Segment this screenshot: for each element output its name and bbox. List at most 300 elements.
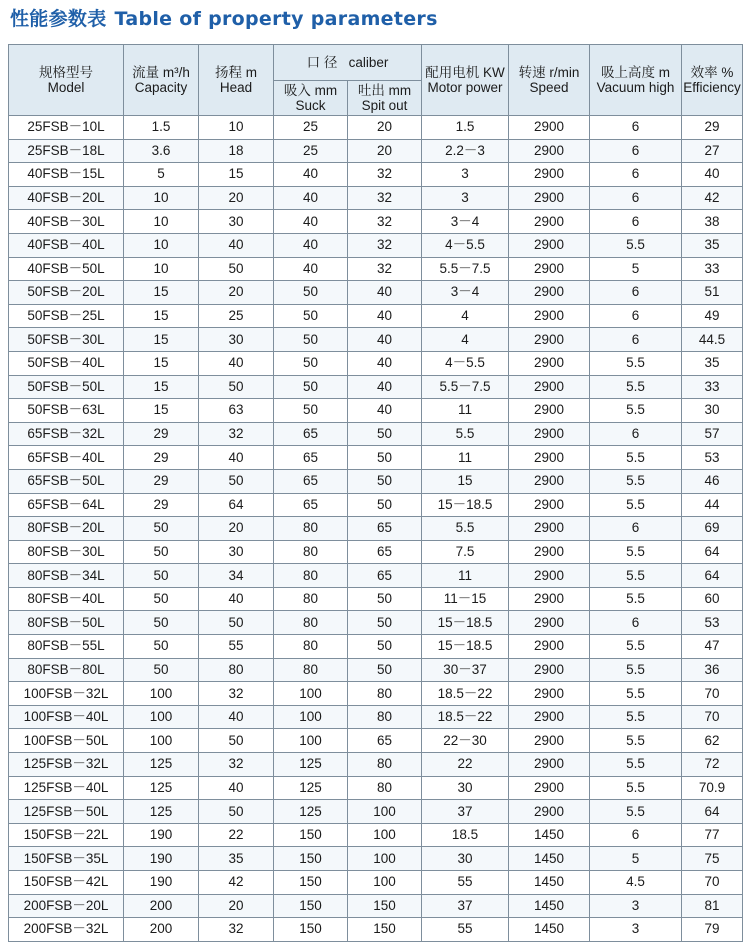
cell-model: 200FSB－32L <box>9 918 124 942</box>
cell-capacity: 50 <box>124 635 199 659</box>
cell-head: 32 <box>199 753 274 777</box>
cell-vacuum: 5.5 <box>590 351 682 375</box>
cell-motor: 1.5 <box>422 116 509 140</box>
cell-motor: 11 <box>422 446 509 470</box>
header-head-en: Head <box>219 80 253 95</box>
cell-model: 150FSB－35L <box>9 847 124 871</box>
cell-spit: 65 <box>348 517 422 541</box>
cell-model: 40FSB－30L <box>9 210 124 234</box>
cell-speed: 2900 <box>509 304 590 328</box>
cell-spit: 50 <box>348 469 422 493</box>
cell-efficiency: 60 <box>682 587 743 611</box>
cell-efficiency: 35 <box>682 351 743 375</box>
cell-motor: 3－4 <box>422 281 509 305</box>
cell-vacuum: 5.5 <box>590 564 682 588</box>
cell-capacity: 15 <box>124 281 199 305</box>
cell-motor: 3 <box>422 186 509 210</box>
cell-head: 25 <box>199 304 274 328</box>
cell-capacity: 125 <box>124 753 199 777</box>
header-vacuum-zh: 吸上高度 m <box>601 65 670 80</box>
cell-speed: 1450 <box>509 823 590 847</box>
cell-capacity: 190 <box>124 823 199 847</box>
table-row <box>9 635 743 659</box>
cell-model: 100FSB－32L <box>9 682 124 706</box>
cell-head: 40 <box>199 233 274 257</box>
header-caliber <box>274 45 422 81</box>
cell-model: 150FSB－42L <box>9 871 124 895</box>
cell-capacity: 29 <box>124 469 199 493</box>
cell-vacuum: 5.5 <box>590 776 682 800</box>
cell-spit: 40 <box>348 399 422 423</box>
cell-vacuum: 5.5 <box>590 705 682 729</box>
cell-motor: 15－18.5 <box>422 611 509 635</box>
cell-motor: 5.5－7.5 <box>422 375 509 399</box>
header-head-zh: 扬程 m <box>215 65 257 80</box>
table-row <box>9 894 743 918</box>
cell-spit: 100 <box>348 871 422 895</box>
table-row <box>9 422 743 446</box>
table-row <box>9 399 743 423</box>
cell-spit: 65 <box>348 564 422 588</box>
cell-head: 50 <box>199 800 274 824</box>
cell-capacity: 50 <box>124 611 199 635</box>
cell-efficiency: 77 <box>682 823 743 847</box>
cell-efficiency: 64 <box>682 800 743 824</box>
cell-motor: 55 <box>422 918 509 942</box>
cell-spit: 32 <box>348 257 422 281</box>
cell-speed: 2900 <box>509 682 590 706</box>
cell-suck: 50 <box>274 351 348 375</box>
cell-efficiency: 27 <box>682 139 743 163</box>
cell-motor: 2.2－3 <box>422 139 509 163</box>
cell-suck: 50 <box>274 281 348 305</box>
cell-head: 55 <box>199 635 274 659</box>
cell-motor: 15－18.5 <box>422 635 509 659</box>
table-row <box>9 281 743 305</box>
cell-speed: 1450 <box>509 871 590 895</box>
cell-motor: 11－15 <box>422 587 509 611</box>
header-capacity-zh: 流量 m³/h <box>132 65 190 80</box>
cell-suck: 150 <box>274 894 348 918</box>
cell-motor: 37 <box>422 894 509 918</box>
cell-speed: 2900 <box>509 705 590 729</box>
cell-speed: 2900 <box>509 635 590 659</box>
header-motor-zh: 配用电机 KW <box>425 65 505 80</box>
cell-head: 40 <box>199 351 274 375</box>
cell-speed: 2900 <box>509 729 590 753</box>
cell-model: 40FSB－20L <box>9 186 124 210</box>
cell-suck: 150 <box>274 847 348 871</box>
table-row <box>9 776 743 800</box>
cell-model: 50FSB－25L <box>9 304 124 328</box>
table-row <box>9 682 743 706</box>
cell-motor: 4－5.5 <box>422 351 509 375</box>
cell-spit: 50 <box>348 493 422 517</box>
cell-efficiency: 47 <box>682 635 743 659</box>
table-row <box>9 800 743 824</box>
cell-efficiency: 79 <box>682 918 743 942</box>
cell-head: 40 <box>199 705 274 729</box>
cell-vacuum: 6 <box>590 210 682 234</box>
cell-speed: 2900 <box>509 351 590 375</box>
cell-capacity: 5 <box>124 163 199 187</box>
cell-motor: 4－5.5 <box>422 233 509 257</box>
cell-efficiency: 70.9 <box>682 776 743 800</box>
header-speed <box>509 45 590 116</box>
cell-suck: 25 <box>274 116 348 140</box>
table-row <box>9 658 743 682</box>
cell-efficiency: 64 <box>682 564 743 588</box>
cell-suck: 80 <box>274 611 348 635</box>
cell-capacity: 50 <box>124 587 199 611</box>
cell-vacuum: 6 <box>590 422 682 446</box>
header-head <box>199 45 274 116</box>
cell-head: 20 <box>199 517 274 541</box>
cell-suck: 80 <box>274 564 348 588</box>
cell-capacity: 15 <box>124 304 199 328</box>
cell-model: 65FSB－32L <box>9 422 124 446</box>
cell-speed: 2900 <box>509 776 590 800</box>
cell-efficiency: 46 <box>682 469 743 493</box>
cell-suck: 80 <box>274 658 348 682</box>
cell-speed: 2900 <box>509 375 590 399</box>
cell-model: 200FSB－20L <box>9 894 124 918</box>
cell-speed: 2900 <box>509 116 590 140</box>
cell-speed: 2900 <box>509 233 590 257</box>
cell-speed: 1450 <box>509 918 590 942</box>
cell-head: 15 <box>199 163 274 187</box>
cell-model: 25FSB－10L <box>9 116 124 140</box>
cell-head: 18 <box>199 139 274 163</box>
cell-head: 20 <box>199 894 274 918</box>
header-spit-zh: 吐出 mm <box>357 83 412 98</box>
header-motor-en: Motor power <box>427 80 503 95</box>
cell-capacity: 29 <box>124 422 199 446</box>
cell-vacuum: 5.5 <box>590 399 682 423</box>
cell-head: 20 <box>199 186 274 210</box>
cell-motor: 30 <box>422 847 509 871</box>
cell-capacity: 200 <box>124 918 199 942</box>
header-suck <box>274 81 348 116</box>
table-row <box>9 304 743 328</box>
cell-speed: 2900 <box>509 399 590 423</box>
cell-capacity: 200 <box>124 894 199 918</box>
cell-suck: 125 <box>274 800 348 824</box>
cell-spit: 150 <box>348 894 422 918</box>
header-speed-zh: 转速 r/min <box>518 65 580 80</box>
cell-model: 65FSB－64L <box>9 493 124 517</box>
cell-capacity: 100 <box>124 705 199 729</box>
header-capacity <box>124 45 199 116</box>
cell-efficiency: 36 <box>682 658 743 682</box>
cell-vacuum: 6 <box>590 517 682 541</box>
cell-spit: 20 <box>348 139 422 163</box>
cell-efficiency: 49 <box>682 304 743 328</box>
cell-capacity: 10 <box>124 210 199 234</box>
cell-head: 50 <box>199 375 274 399</box>
cell-suck: 40 <box>274 257 348 281</box>
cell-model: 150FSB－22L <box>9 823 124 847</box>
cell-spit: 40 <box>348 375 422 399</box>
header-speed-en: Speed <box>529 80 569 95</box>
cell-model: 40FSB－15L <box>9 163 124 187</box>
cell-spit: 80 <box>348 682 422 706</box>
cell-speed: 2900 <box>509 517 590 541</box>
page-title <box>10 4 438 31</box>
cell-suck: 80 <box>274 517 348 541</box>
cell-spit: 40 <box>348 351 422 375</box>
cell-speed: 2900 <box>509 210 590 234</box>
cell-speed: 2900 <box>509 753 590 777</box>
table-row <box>9 871 743 895</box>
cell-spit: 40 <box>348 328 422 352</box>
cell-suck: 80 <box>274 540 348 564</box>
cell-model: 50FSB－40L <box>9 351 124 375</box>
cell-spit: 32 <box>348 163 422 187</box>
cell-spit: 40 <box>348 281 422 305</box>
table-row <box>9 729 743 753</box>
cell-suck: 125 <box>274 753 348 777</box>
cell-efficiency: 51 <box>682 281 743 305</box>
cell-efficiency: 57 <box>682 422 743 446</box>
cell-suck: 100 <box>274 705 348 729</box>
cell-spit: 40 <box>348 304 422 328</box>
header-efficiency-en: Efficiency <box>683 80 741 95</box>
cell-model: 80FSB－40L <box>9 587 124 611</box>
cell-capacity: 15 <box>124 375 199 399</box>
table-row <box>9 540 743 564</box>
cell-capacity: 3.6 <box>124 139 199 163</box>
table-row <box>9 611 743 635</box>
cell-head: 35 <box>199 847 274 871</box>
cell-spit: 80 <box>348 776 422 800</box>
property-parameters-table <box>8 44 743 942</box>
cell-vacuum: 5.5 <box>590 682 682 706</box>
cell-efficiency: 75 <box>682 847 743 871</box>
cell-suck: 80 <box>274 635 348 659</box>
cell-spit: 100 <box>348 823 422 847</box>
cell-vacuum: 6 <box>590 116 682 140</box>
cell-vacuum: 6 <box>590 328 682 352</box>
title-en: Table of property parameters <box>114 8 438 30</box>
table-row <box>9 328 743 352</box>
cell-model: 80FSB－20L <box>9 517 124 541</box>
table-row <box>9 446 743 470</box>
cell-suck: 150 <box>274 823 348 847</box>
cell-model: 65FSB－50L <box>9 469 124 493</box>
table-row <box>9 823 743 847</box>
cell-head: 30 <box>199 210 274 234</box>
cell-speed: 2900 <box>509 800 590 824</box>
header-capacity-en: Capacity <box>134 80 188 95</box>
cell-capacity: 29 <box>124 446 199 470</box>
cell-model: 80FSB－50L <box>9 611 124 635</box>
cell-head: 40 <box>199 776 274 800</box>
table-row <box>9 375 743 399</box>
cell-capacity: 50 <box>124 517 199 541</box>
cell-vacuum: 5.5 <box>590 587 682 611</box>
cell-efficiency: 33 <box>682 257 743 281</box>
cell-efficiency: 29 <box>682 116 743 140</box>
table-row <box>9 705 743 729</box>
cell-suck: 100 <box>274 682 348 706</box>
cell-head: 80 <box>199 658 274 682</box>
cell-model: 65FSB－40L <box>9 446 124 470</box>
table-row <box>9 493 743 517</box>
cell-capacity: 190 <box>124 847 199 871</box>
cell-speed: 2900 <box>509 163 590 187</box>
cell-vacuum: 5 <box>590 257 682 281</box>
cell-suck: 65 <box>274 422 348 446</box>
cell-spit: 50 <box>348 446 422 470</box>
cell-vacuum: 6 <box>590 281 682 305</box>
cell-efficiency: 33 <box>682 375 743 399</box>
cell-vacuum: 6 <box>590 304 682 328</box>
cell-suck: 65 <box>274 446 348 470</box>
cell-vacuum: 5.5 <box>590 446 682 470</box>
cell-head: 50 <box>199 611 274 635</box>
cell-head: 64 <box>199 493 274 517</box>
table-row <box>9 587 743 611</box>
cell-speed: 2900 <box>509 493 590 517</box>
cell-vacuum: 5.5 <box>590 469 682 493</box>
cell-head: 63 <box>199 399 274 423</box>
cell-efficiency: 44.5 <box>682 328 743 352</box>
table-row <box>9 351 743 375</box>
cell-motor: 11 <box>422 399 509 423</box>
header-motor <box>422 45 509 116</box>
table-row <box>9 517 743 541</box>
cell-vacuum: 6 <box>590 611 682 635</box>
cell-vacuum: 5.5 <box>590 658 682 682</box>
cell-motor: 15 <box>422 469 509 493</box>
cell-speed: 1450 <box>509 894 590 918</box>
cell-spit: 32 <box>348 186 422 210</box>
cell-suck: 50 <box>274 328 348 352</box>
cell-efficiency: 64 <box>682 540 743 564</box>
cell-model: 125FSB－32L <box>9 753 124 777</box>
cell-model: 50FSB－30L <box>9 328 124 352</box>
cell-capacity: 125 <box>124 800 199 824</box>
table-row <box>9 163 743 187</box>
cell-model: 40FSB－40L <box>9 233 124 257</box>
cell-vacuum: 5.5 <box>590 493 682 517</box>
cell-suck: 40 <box>274 186 348 210</box>
cell-motor: 30－37 <box>422 658 509 682</box>
table-row <box>9 139 743 163</box>
cell-vacuum: 3 <box>590 918 682 942</box>
cell-speed: 2900 <box>509 257 590 281</box>
cell-spit: 80 <box>348 705 422 729</box>
cell-efficiency: 69 <box>682 517 743 541</box>
cell-vacuum: 6 <box>590 186 682 210</box>
cell-head: 42 <box>199 871 274 895</box>
cell-suck: 150 <box>274 871 348 895</box>
cell-head: 30 <box>199 328 274 352</box>
cell-model: 50FSB－63L <box>9 399 124 423</box>
cell-capacity: 50 <box>124 564 199 588</box>
table-row <box>9 210 743 234</box>
cell-model: 125FSB－50L <box>9 800 124 824</box>
cell-suck: 80 <box>274 587 348 611</box>
cell-motor: 37 <box>422 800 509 824</box>
cell-vacuum: 4.5 <box>590 871 682 895</box>
cell-model: 100FSB－40L <box>9 705 124 729</box>
header-suck-en: Suck <box>295 98 326 113</box>
cell-vacuum: 3 <box>590 894 682 918</box>
cell-model: 80FSB－34L <box>9 564 124 588</box>
cell-capacity: 10 <box>124 233 199 257</box>
cell-model: 80FSB－80L <box>9 658 124 682</box>
cell-model: 25FSB－18L <box>9 139 124 163</box>
cell-spit: 100 <box>348 847 422 871</box>
cell-capacity: 15 <box>124 351 199 375</box>
cell-vacuum: 5.5 <box>590 540 682 564</box>
cell-suck: 125 <box>274 776 348 800</box>
cell-vacuum: 5.5 <box>590 375 682 399</box>
cell-capacity: 50 <box>124 658 199 682</box>
cell-capacity: 100 <box>124 729 199 753</box>
header-efficiency-zh: 效率 % <box>690 65 734 80</box>
cell-vacuum: 6 <box>590 823 682 847</box>
cell-head: 40 <box>199 587 274 611</box>
cell-motor: 55 <box>422 871 509 895</box>
cell-model: 50FSB－20L <box>9 281 124 305</box>
cell-model: 125FSB－40L <box>9 776 124 800</box>
header-caliber-zh: 口 径 <box>306 55 338 70</box>
cell-capacity: 15 <box>124 328 199 352</box>
cell-efficiency: 53 <box>682 446 743 470</box>
cell-spit: 50 <box>348 587 422 611</box>
table-body <box>9 116 743 942</box>
cell-speed: 2900 <box>509 186 590 210</box>
cell-speed: 2900 <box>509 469 590 493</box>
cell-motor: 3 <box>422 163 509 187</box>
cell-vacuum: 6 <box>590 139 682 163</box>
table-row <box>9 918 743 942</box>
cell-speed: 2900 <box>509 139 590 163</box>
cell-efficiency: 40 <box>682 163 743 187</box>
header-model-zh: 规格型号 <box>39 65 93 80</box>
header-model-en: Model <box>47 80 85 95</box>
cell-motor: 18.5－22 <box>422 705 509 729</box>
cell-efficiency: 62 <box>682 729 743 753</box>
cell-motor: 30 <box>422 776 509 800</box>
cell-suck: 40 <box>274 210 348 234</box>
title-zh: 性能参数表 <box>10 8 107 30</box>
cell-speed: 1450 <box>509 847 590 871</box>
cell-efficiency: 81 <box>682 894 743 918</box>
cell-capacity: 15 <box>124 399 199 423</box>
cell-vacuum: 5.5 <box>590 635 682 659</box>
table-row <box>9 233 743 257</box>
cell-model: 80FSB－30L <box>9 540 124 564</box>
cell-model: 40FSB－50L <box>9 257 124 281</box>
table-row <box>9 257 743 281</box>
cell-vacuum: 5 <box>590 847 682 871</box>
cell-head: 10 <box>199 116 274 140</box>
cell-head: 50 <box>199 469 274 493</box>
header-spit <box>348 81 422 116</box>
header-vacuum-en: Vacuum high <box>596 80 675 95</box>
table-row <box>9 564 743 588</box>
cell-head: 32 <box>199 682 274 706</box>
cell-suck: 50 <box>274 375 348 399</box>
cell-head: 34 <box>199 564 274 588</box>
cell-efficiency: 70 <box>682 682 743 706</box>
cell-efficiency: 70 <box>682 871 743 895</box>
cell-motor: 18.5 <box>422 823 509 847</box>
